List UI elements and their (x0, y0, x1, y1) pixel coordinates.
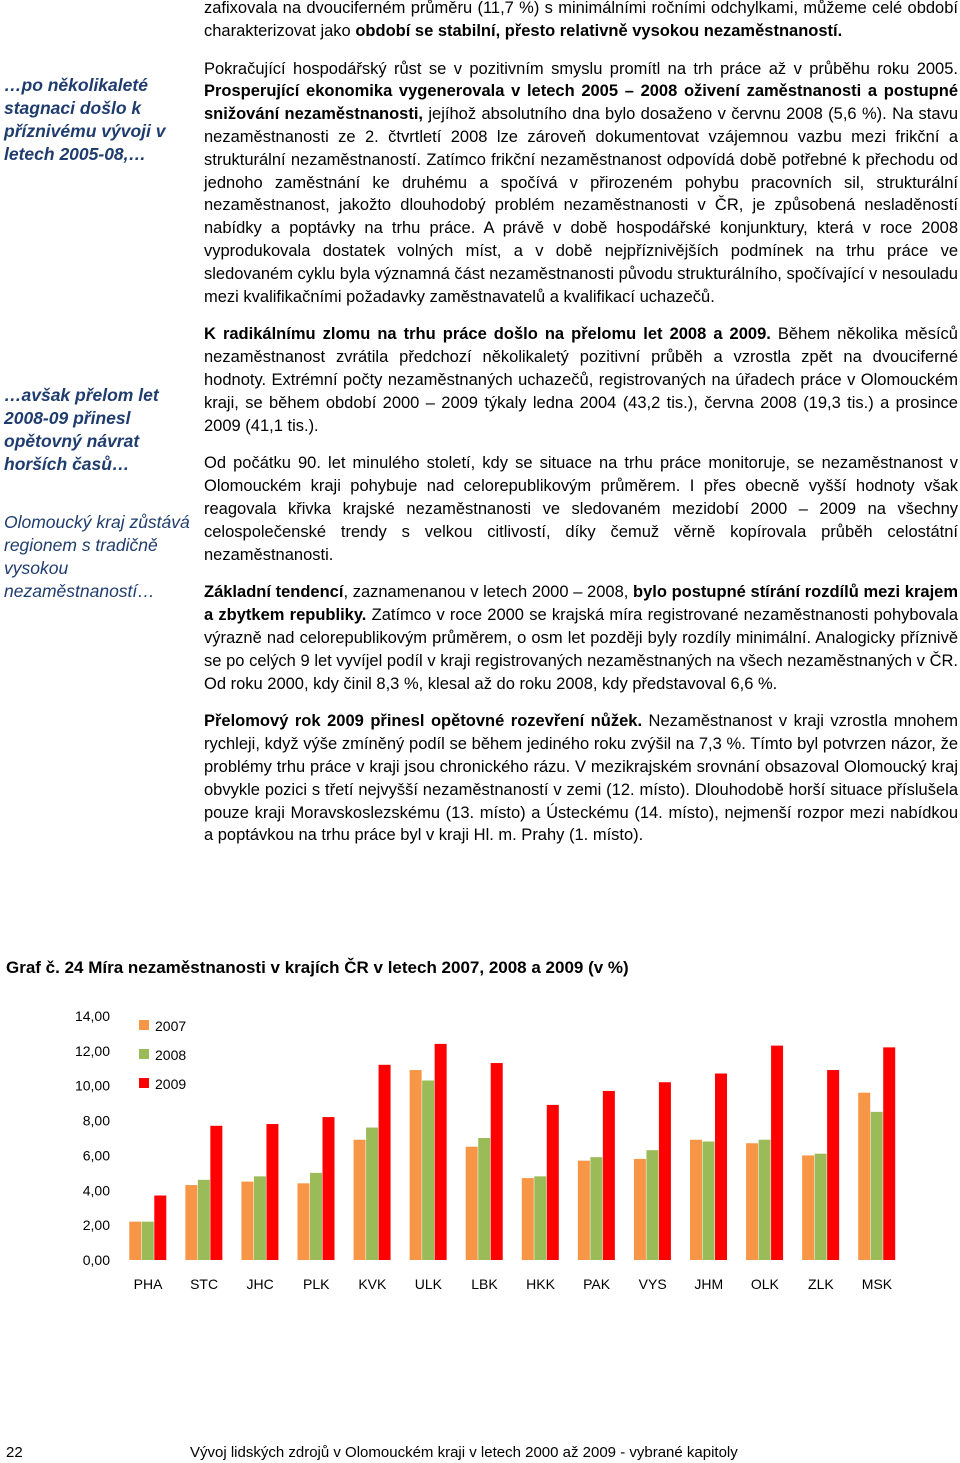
bar-2008-stc (198, 1180, 210, 1260)
y-tick-label: 14,00 (74, 1008, 110, 1024)
x-tick-label: HKK (526, 1276, 555, 1292)
x-tick-label: PAK (583, 1276, 611, 1292)
bar-2008-plk (310, 1173, 322, 1260)
bar-2007-pak (578, 1161, 590, 1260)
bar-2009-lbk (491, 1063, 503, 1260)
x-tick-label: STC (190, 1276, 219, 1292)
bar-2007-jhm (690, 1140, 702, 1260)
bar-2007-zlk (802, 1155, 814, 1260)
x-tick-label: LBK (471, 1276, 498, 1292)
bar-2009-stc (210, 1126, 222, 1260)
bar-2009-kvk (379, 1065, 391, 1260)
x-tick-label: JHC (246, 1276, 274, 1292)
x-tick-label: MSK (861, 1276, 893, 1292)
bar-2008-msk (871, 1112, 883, 1260)
bar-2008-jhm (703, 1141, 715, 1260)
bar-2009-msk (883, 1047, 895, 1260)
legend-swatch-2008 (139, 1049, 149, 1059)
y-tick-label: 12,00 (74, 1042, 110, 1059)
footer-title: Vývoj lidských zdrojů v Olomouckém kraji v letech 2000 až 2009 - vybrané kapitoly (190, 1444, 738, 1461)
bar-2009-hkk (547, 1105, 559, 1260)
x-tick-label: VYS (638, 1276, 667, 1292)
y-tick-label: 0,00 (82, 1252, 110, 1268)
paragraph-1: Pokračující hospodářský růst se v pozitivním smyslu promítl na trh práce až v průběhu roku 2005. Prosperující ekonomika vygenerovala v letech 2005 – 2008 oživení zaměstnanosti a postupné snižování nezaměstnanosti, jejíhož absolutního dna bylo dosaženo v červnu 2008 (5,6 %). Na stavu nezaměstnanosti ze 2. čtvrtletí 2008 lze zároveň dokumentovat vzájemnou vazbu mezi frikční a strukturální nezaměstnaností. Zatímco frikční nezaměstnanost odpovídá době potřebné k přechodu od jednoho zaměstnání ke druhému a spočívá v přirozeném pohybu pracovních sil, strukturální nezaměstnanost, jakožto dlouhodobý problém nezaměstnanosti v ČR, je způsobená nesladěností nabídky a poptávky na trhu práce. A právě v době hospodářské konjunktury, která v roce 2008 vyprodukovala dostatek volných míst, a v době nejpříznivějších podmínek na trhu práce ve sledovaném cyklu byla významná část nezaměstnanosti původu strukturálního, spočívající v nesouladu mezi kvalifikačními požadavky zaměstnavatelů a kvalifikací uchazečů. (204, 59, 958, 306)
bar-2008-kvk (366, 1128, 378, 1260)
bar-2009-zlk (827, 1070, 839, 1260)
legend-label-2008: 2008 (155, 1047, 187, 1063)
bar-2008-lbk (478, 1138, 490, 1260)
sidenote-1: …po několikaleté stagnaci došlo k příznivému vývoji v letech 2005-08,… (4, 75, 166, 164)
legend-swatch-2007 (139, 1020, 149, 1030)
bar-2007-msk (858, 1093, 870, 1260)
y-tick-label: 6,00 (82, 1147, 110, 1164)
bar-2009-pha (154, 1196, 166, 1260)
bar-2008-hkk (534, 1176, 546, 1260)
bar-2008-pak (590, 1157, 602, 1260)
bar-2008-pha (142, 1222, 154, 1260)
bar-2007-lbk (466, 1147, 478, 1260)
legend-label-2009: 2009 (155, 1076, 187, 1092)
bar-2009-jhc (266, 1124, 278, 1260)
chart-title: Graf č. 24 Míra nezaměstnanosti v krajích ČR v letech 2007, 2008 a 2009 (v %) (6, 958, 629, 977)
bar-2009-vys (659, 1082, 671, 1260)
bar-2007-kvk (354, 1140, 366, 1260)
bar-2009-olk (771, 1046, 783, 1260)
x-tick-label: PLK (303, 1276, 330, 1292)
page-number: 22 (6, 1444, 23, 1461)
x-tick-label: JHM (694, 1276, 724, 1292)
paragraph-0: zafixovala na dvouciferném průměru (11,7 %) s minimálními ročními odchylkami, můžeme celé období charakterizovat jako období se stabilní, přesto relativně vysokou nezaměstnaností. (204, 0, 958, 40)
x-tick-label: PHA (133, 1276, 163, 1292)
y-tick-label: 10,00 (74, 1077, 110, 1094)
bar-2007-plk (298, 1183, 310, 1260)
bar-2009-plk (323, 1117, 335, 1260)
bar-2008-ulk (422, 1080, 434, 1260)
bar-2007-olk (746, 1143, 758, 1260)
bar-2007-pha (129, 1222, 141, 1260)
y-tick-label: 2,00 (82, 1217, 110, 1234)
bar-2007-ulk (410, 1070, 422, 1260)
bar-2007-jhc (241, 1182, 253, 1260)
bar-2009-ulk (435, 1044, 447, 1260)
bar-2009-pak (603, 1091, 615, 1260)
bar-2007-stc (185, 1185, 197, 1260)
paragraph-2: K radikálnímu zlomu na trhu práce došlo na přelomu let 2008 a 2009. Během několika měsíců nezaměstnanost zvrátila předchozí několikaletý pozitivní průběh a vzrostla zpět na dvouciferné hodnoty. Extrémní počty nezaměstnaných uchazečů, registrovaných na úřadech práce v Olomouckém kraji, se během období 2000 – 2009 týkaly ledna 2004 (43,2 tis.), června 2008 (19,3 tis.) a prosince 2009 (41,1 tis.). (204, 325, 958, 435)
bar-2008-zlk (815, 1154, 827, 1260)
sidenote-3: Olomoucký kraj zůstává regionem s tradičně vysokou nezaměstnaností… (4, 512, 190, 601)
bar-2008-olk (759, 1140, 771, 1260)
legend-swatch-2009 (139, 1078, 149, 1088)
x-tick-label: KVK (358, 1276, 387, 1292)
x-tick-label: ULK (414, 1276, 443, 1292)
bar-2007-vys (634, 1159, 646, 1260)
legend-label-2007: 2007 (155, 1018, 187, 1034)
bar-2008-jhc (254, 1176, 266, 1260)
bar-2007-hkk (522, 1178, 534, 1260)
bar-2008-vys (646, 1150, 658, 1260)
bar-2009-jhm (715, 1074, 727, 1260)
x-tick-label: ZLK (808, 1276, 834, 1292)
paragraph-5: Přelomový rok 2009 přinesl opětovné rozevření nůžek. Nezaměstnanost v kraji vzrostla mnohem rychleji, když výše zmíněný podíl se během jediného roku zvýšil na 7,3 %. Tímto byl potvrzen názor, že problémy trhu práce v kraji jsou chronického rázu. V mezikrajském srovnání obsazoval Olomoucký kraj obvykle pozici s třetí nejvyšší nezaměstnaností v zemi (12. místo). Dlouhodobě horší situace příslušela pouze kraji Moravskoslezskému (13. místo) a Ústeckému (14. místo), nejmenší rozpor mezi nabídkou a poptávkou na trhu práce byl v kraji Hl. m. Prahy (1. místo). (204, 712, 958, 845)
sidenote-2: …avšak přelom let 2008-09 přinesl opětovný návrat horších časů… (4, 385, 159, 474)
x-tick-label: OLK (750, 1276, 779, 1292)
paragraph-3: Od počátku 90. let minulého století, kdy se situace na trhu práce monitoruje, se nezaměstnanost v Olomouckém kraji pohybuje nad celorepublikovým průměrem. I přes obecně vyšší hodnoty však reagovala křivka krajské nezaměstnanosti ve sledovaném mezidobí 2000 – 2009 na všechny celospolečenské trendy s velkou citlivostí, díky čemuž věrně kopírovala průběh celostátní nezaměstnanosti. (204, 454, 958, 564)
paragraph-4: Základní tendencí, zaznamenanou v letech 2000 – 2008, bylo postupné stírání rozdílů mezi krajem a zbytkem republiky. Zatímco v roce 2000 se krajská míra registrované nezaměstnanosti pohybovala výrazně nad celorepublikovým průměrem, o osm let později byly rozdíly minimální. Analogicky příznivě se po celých 9 let vyvíjel podíl v kraji registrovaných nezaměstnaných na všech nezaměstnaných v ČR. Od roku 2000, kdy činil 8,3 %, klesal až do roku 2008, kdy představoval 6,6 %. (204, 583, 958, 693)
y-tick-label: 8,00 (82, 1112, 110, 1129)
y-tick-label: 4,00 (82, 1182, 110, 1199)
